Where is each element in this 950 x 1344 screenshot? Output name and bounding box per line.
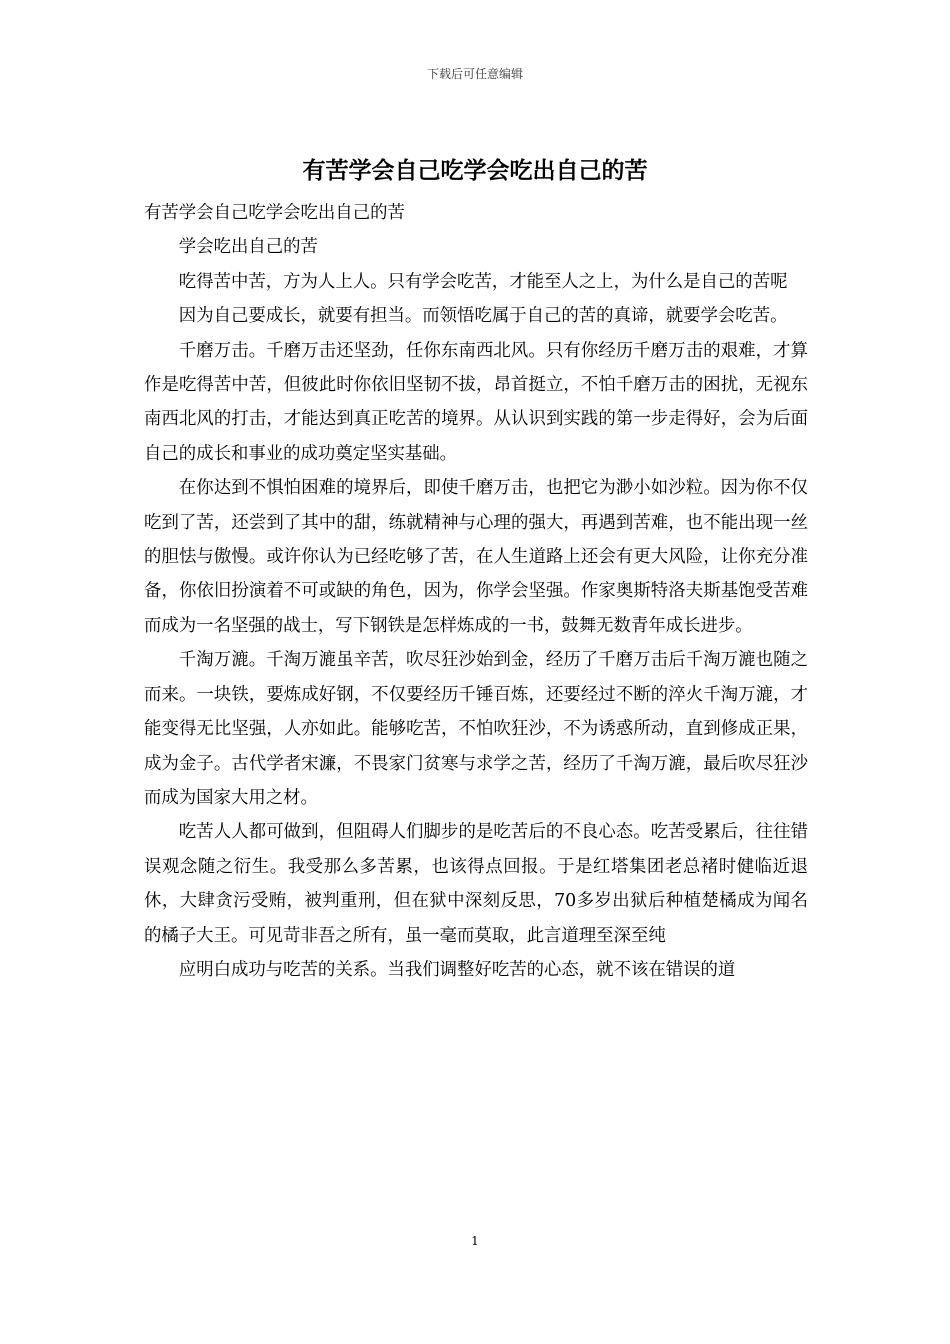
paragraph: 学会吃出自己的苦 — [178, 237, 318, 258]
paragraph: 在你达到不惧怕困难的境界后，即使千磨万击，也把它为渺小如沙粒。因为你不仅吃到了苦，还尝到了其中的甜，练就精神与心理的强大，再遇到苦难，也不能出现一丝的胆怯与傲慢。或许你认为已经吃够了苦，在人生道路上还会有更大风险，让你充分准备，你依旧扮演着不可或缺的角色，因为，你学会坚强。作家奥斯特洛夫斯基饱受苦难而成为一名坚强的战士，写下钢铁是怎样炼成的一书，鼓舞无数青年成长进步。 — [144, 478, 808, 636]
paragraph: 千磨万击。千磨万击还坚劲，任你东南西北风。只有你经历千磨万击的艰难，才算作是吃得苦中苦，但彼此时你依旧坚韧不拔，昂首挺立，不怕千磨万击的困扰，无视东南西北风的打击，才能达到真正吃苦的境界。从认识到实践的第一步走得好，会为后面自己的成长和事业的成功奠定坚实基础。 — [144, 340, 808, 464]
paragraph: 千淘万漉。千淘万漉虽辛苦，吹尽狂沙始到金，经历了千磨万击后千淘万漉也随之而来。一块铁，要炼成好钢，不仅要经历千锤百炼，还要经过不断的淬火千淘万漉，才能变得无比坚强，人亦如此。能够吃苦，不怕吹狂沙，不为诱惑所动，直到修成正果，成为金子。古代学者宋濂，不畏家门贫寒与求学之苦，经历了千淘万漉，最后吹尽狂沙而成为国家大用之材。 — [144, 650, 808, 808]
document-body — [144, 196, 808, 987]
paragraph: 吃得苦中苦，方为人上人。只有学会吃苦，才能至人之上，为什么是自己的苦呢 — [178, 271, 788, 292]
paragraph: 吃苦人人都可做到，但阻碍人们脚步的是吃苦后的不良心态。吃苦受累后，往往错误观念随之衍生。我受那么多苦累，也该得点回报。于是红塔集团老总褚时健临近退休，大肆贪污受贿，被判重刑，但在狱中深刻反思，70多岁出狱后种植楚橘成为闻名的橘子大王。可见苛非吾之所有，虽一毫而莫取，此言道理至深至纯 — [144, 822, 808, 946]
document-title: 有苦学会自己吃学会吃出自己的苦 — [302, 157, 648, 184]
paragraph: 因为自己要成长，就要有担当。而领悟吃属于自己的苦的真谛，就要学会吃苦。 — [178, 306, 788, 327]
page-number: 1 — [471, 1234, 479, 1248]
header-note: 下载后可任意编辑 — [426, 67, 523, 81]
subtitle-paragraph: 有苦学会自己吃学会吃出自己的苦 — [144, 203, 405, 223]
paragraph: 应明白成功与吃苦的关系。当我们调整好吃苦的心态，就不该在错误的道 — [178, 959, 736, 980]
